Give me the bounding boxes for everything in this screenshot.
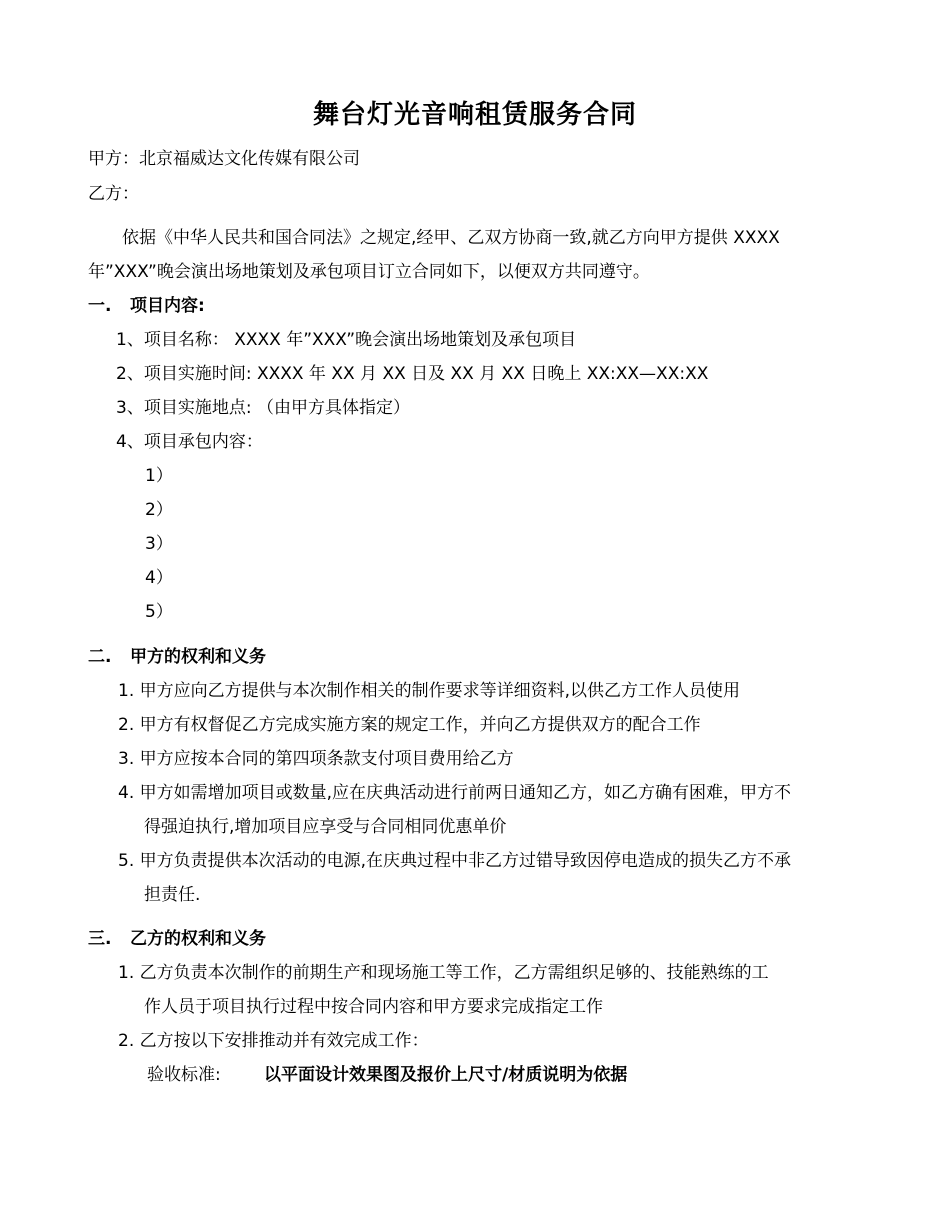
section-2-item: 2. 甲方有权督促乙方完成实施方案的规定工作，并向乙方提供双方的配合工作	[118, 715, 701, 735]
section-1-item: 2、项目实施时间: XXXX 年 XX 月 XX 日及 XX 月 XX 日晚上 XX:XX—XX:XX	[116, 364, 709, 384]
section-3-title: 乙方的权利和义务	[130, 929, 266, 949]
section-3-heading	[88, 928, 266, 950]
section-3-item: 1. 乙方负责本次制作的前期生产和现场施工等工作，乙方需组织足够的、技能熟练的工	[118, 963, 769, 983]
section-3-item: 2. 乙方按以下安排推动并有效完成工作：	[118, 1031, 429, 1051]
acceptance-standard-value: 以平面设计效果图及报价上尺寸/材质说明为依据	[264, 1065, 628, 1085]
section-2-item: 5. 甲方负责提供本次活动的电源,在庆典过程中非乙方过错导致因停电造成的损失乙方不承	[118, 851, 792, 871]
section-2-item: 1. 甲方应向乙方提供与本次制作相关的制作要求等详细资料,以供乙方工作人员使用	[118, 681, 741, 701]
section-1-item: 4、项目承包内容：	[116, 432, 263, 452]
section-1-subitem: 5）	[145, 602, 173, 622]
acceptance-standard-label: 验收标准:	[147, 1065, 221, 1085]
section-1-item: 1、项目名称： XXXX 年”XXX”晚会演出场地策划及承包项目	[116, 330, 577, 350]
section-1-subitem: 1）	[145, 466, 173, 486]
section-2-item-continuation: 得强迫执行,增加项目应享受与合同相同优惠单价	[144, 817, 507, 837]
party-a-line: 甲方：北京福威达文化传媒有限公司	[88, 149, 360, 169]
section-1-item: 3、项目实施地点: （由甲方具体指定）	[116, 398, 410, 418]
section-1-subitem: 2）	[145, 500, 173, 520]
section-1-number: 一.	[88, 296, 112, 316]
document-title: 舞台灯光音响租赁服务合同	[312, 100, 637, 130]
section-2-item: 4. 甲方如需增加项目或数量,应在庆典活动进行前两日通知乙方，如乙方确有困难，甲方不	[118, 783, 792, 803]
intro-paragraph-line-2: 年”XXX”晚会演出场地策划及承包项目订立合同如下，以便双方共同遵守。	[88, 262, 650, 282]
section-1-heading	[88, 295, 205, 317]
section-1-subitem: 3）	[145, 534, 173, 554]
section-2-heading	[88, 646, 266, 668]
section-2-number: 二.	[88, 647, 112, 667]
section-2-item-continuation: 担责任.	[144, 885, 201, 905]
section-3-item-continuation: 作人员于项目执行过程中按合同内容和甲方要求完成指定工作	[144, 997, 603, 1017]
party-b-line: 乙方：	[88, 184, 139, 204]
section-1-title: 项目内容:	[130, 296, 205, 316]
intro-paragraph-line-1: 依据《中华人民共和国合同法》之规定,经甲、乙双方协商一致,就乙方向甲方提供 XXXX	[122, 228, 780, 248]
section-2-item: 3. 甲方应按本合同的第四项条款支付项目费用给乙方	[118, 749, 514, 769]
section-1-subitem: 4）	[145, 568, 173, 588]
section-2-title: 甲方的权利和义务	[130, 647, 266, 667]
section-3-number: 三.	[88, 929, 112, 949]
